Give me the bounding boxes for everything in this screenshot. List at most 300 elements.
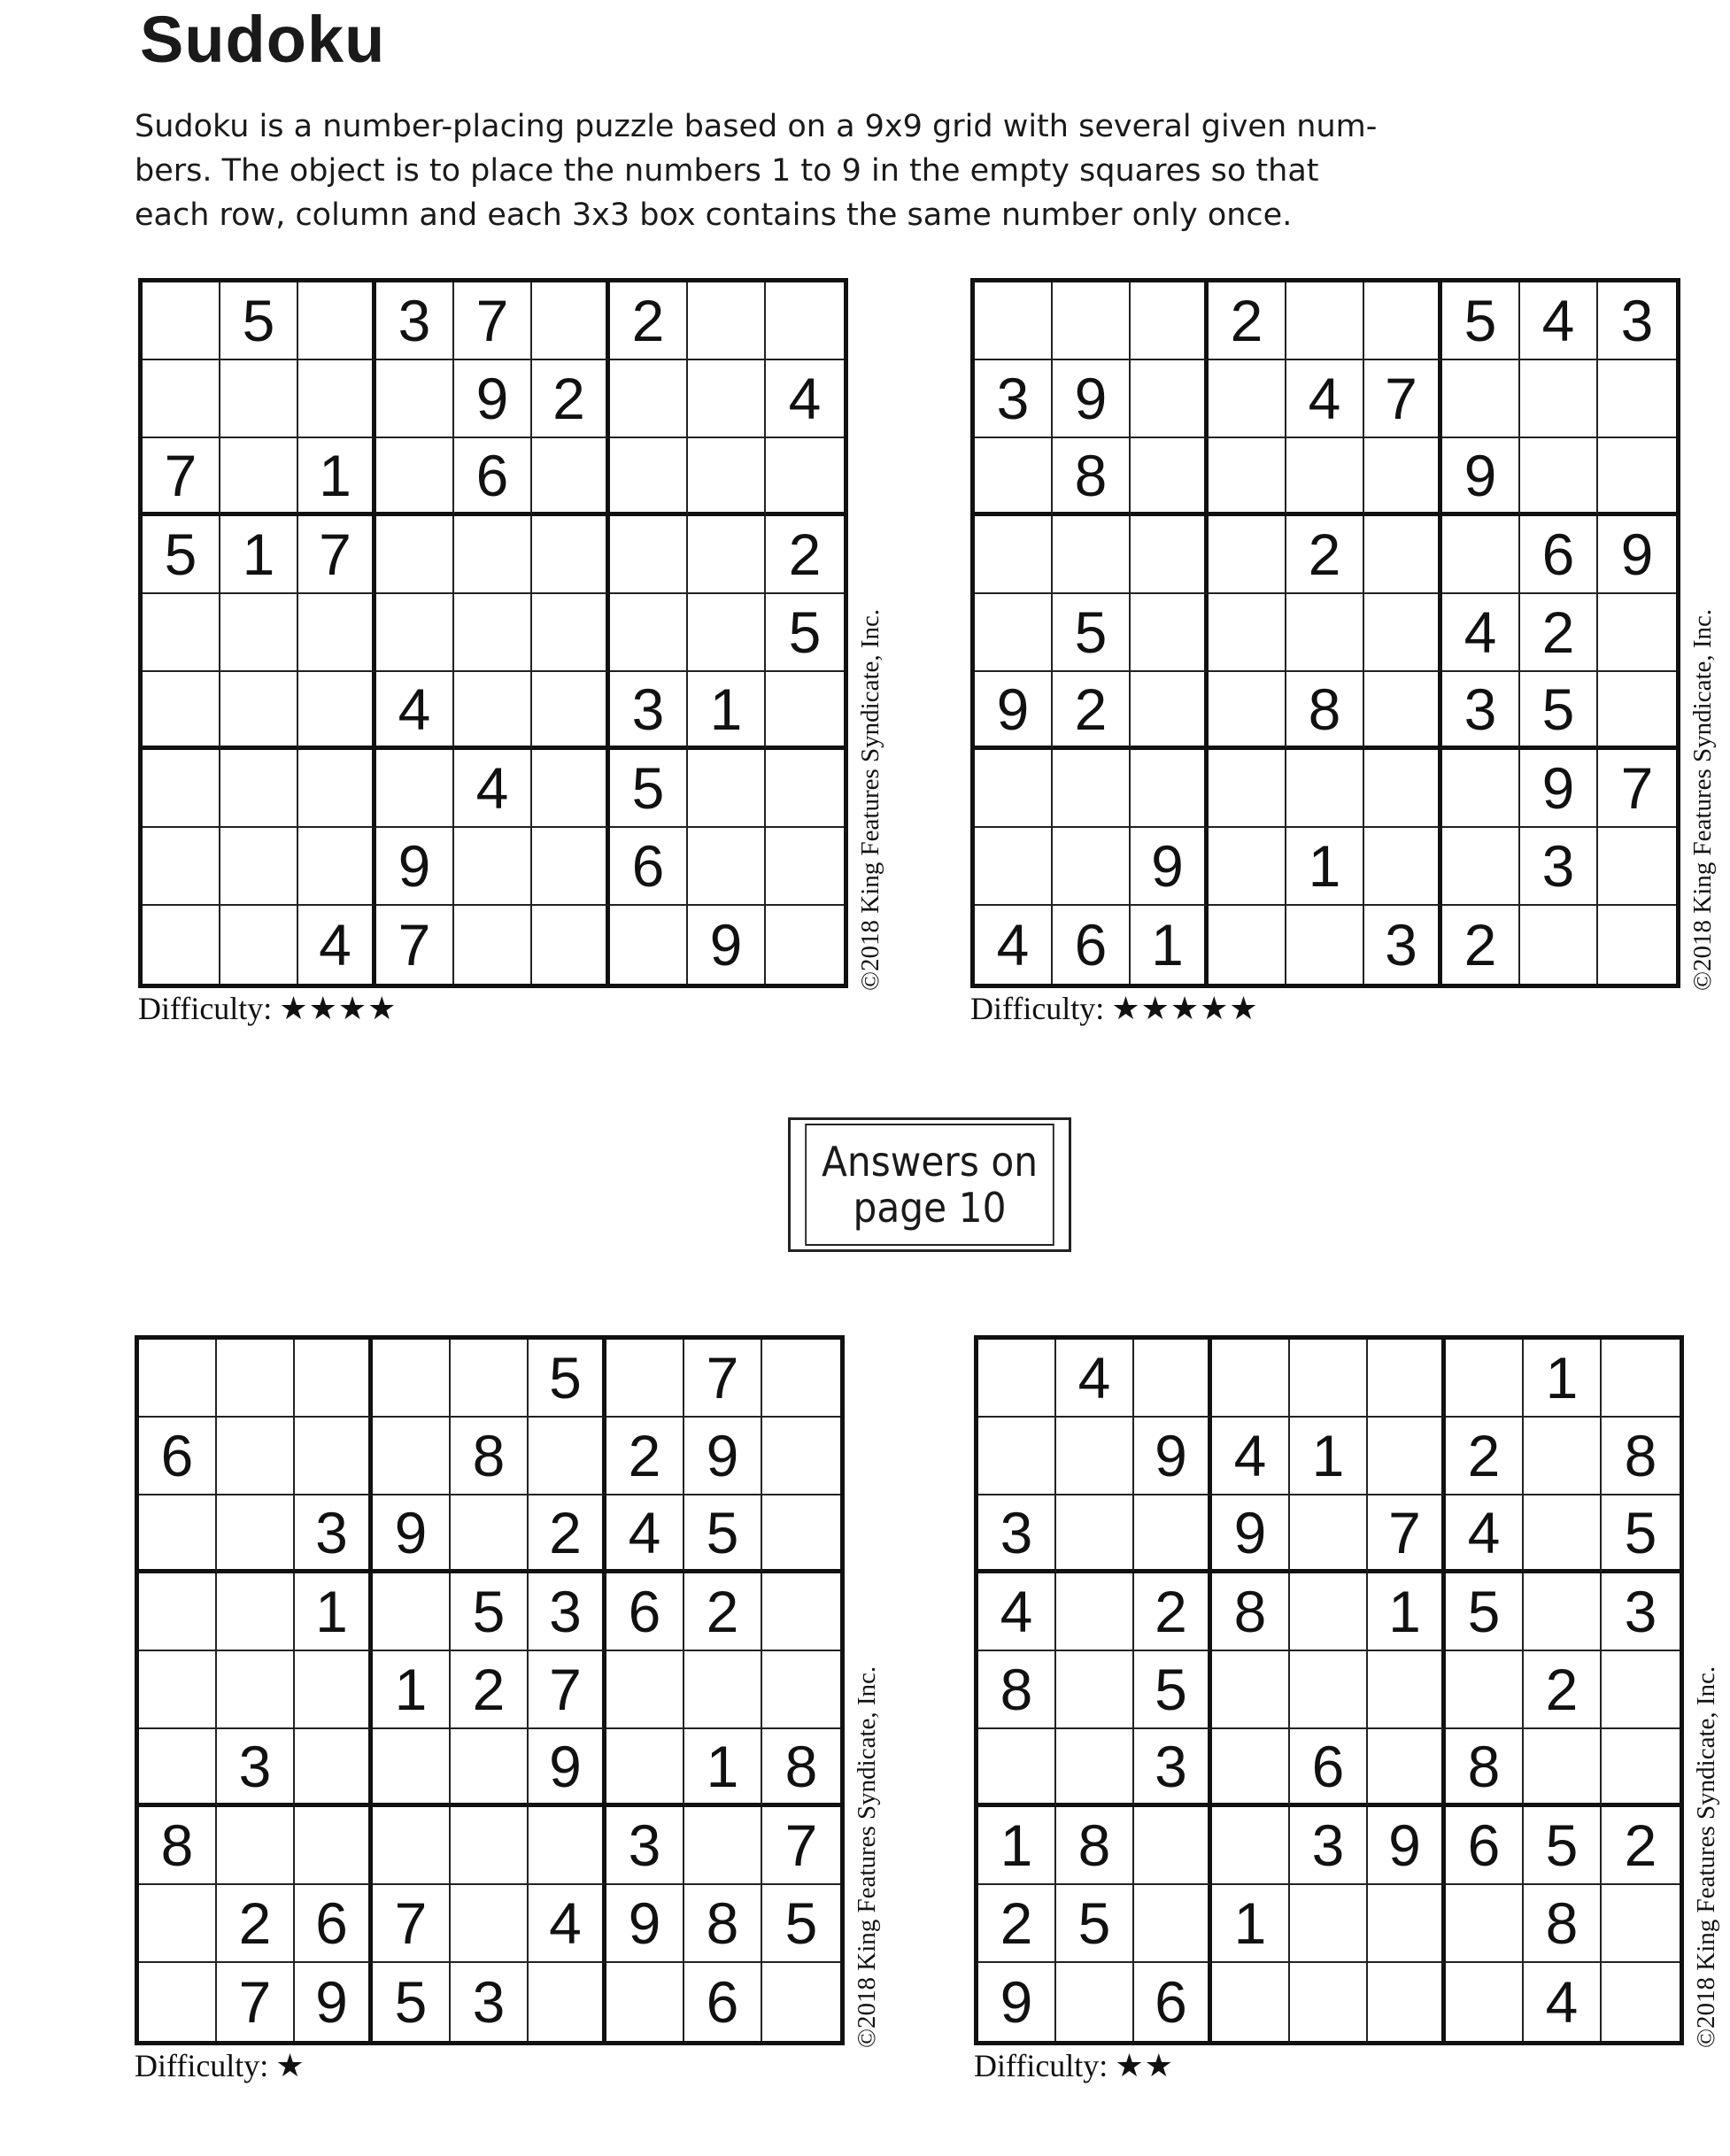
sudoku-cell: 8 — [139, 1807, 217, 1885]
sudoku-cell — [143, 828, 220, 906]
sudoku-cell — [1520, 906, 1598, 984]
sudoku-cell: 3 — [1290, 1807, 1368, 1885]
sudoku-cell: 9 — [1053, 360, 1131, 438]
sudoku-cell: 9 — [454, 360, 532, 438]
sudoku-cell — [1209, 906, 1286, 984]
sudoku-cell — [975, 828, 1053, 906]
sudoku-cell — [451, 1807, 529, 1885]
sudoku-cell — [295, 1340, 373, 1418]
puzzle-1 — [138, 278, 884, 1026]
sudoku-cell — [1290, 1573, 1368, 1651]
sudoku-cell: 6 — [1446, 1807, 1524, 1885]
sudoku-cell — [978, 1340, 1056, 1418]
sudoku-cell: 7 — [454, 282, 532, 360]
sudoku-cell — [1520, 438, 1598, 516]
sudoku-cell: 2 — [1286, 516, 1364, 594]
sudoku-cell: 6 — [1290, 1729, 1368, 1807]
sudoku-cell — [1520, 360, 1598, 438]
sudoku-cell — [532, 594, 610, 672]
sudoku-cell — [975, 594, 1053, 672]
sudoku-cell — [1131, 750, 1209, 828]
sudoku-cell: 4 — [454, 750, 532, 828]
sudoku-cell — [454, 906, 532, 984]
sudoku-cell — [978, 1729, 1056, 1807]
answers-note-line: page 10 — [853, 1184, 1007, 1232]
sudoku-cell — [143, 360, 220, 438]
sudoku-cell: 7 — [298, 516, 376, 594]
sudoku-cell: 5 — [610, 750, 688, 828]
sudoku-cell: 1 — [978, 1807, 1056, 1885]
sudoku-cell: 3 — [295, 1495, 373, 1573]
sudoku-cell — [373, 1418, 451, 1495]
sudoku-cell — [1364, 594, 1442, 672]
sudoku-cell — [1131, 672, 1209, 750]
sudoku-cell — [1364, 828, 1442, 906]
sudoku-cell — [975, 282, 1053, 360]
sudoku-cell — [1134, 1807, 1212, 1885]
puzzle-4 — [974, 1335, 1720, 2083]
difficulty-stars: ★ — [275, 2048, 305, 2083]
sudoku-cell — [451, 1885, 529, 1963]
sudoku-cell: 5 — [1520, 672, 1598, 750]
sudoku-cell — [1524, 1573, 1602, 1651]
sudoku-cell — [766, 750, 844, 828]
difficulty-rating — [974, 2048, 1174, 2083]
sudoku-cell — [217, 1340, 295, 1418]
sudoku-cell — [529, 1963, 606, 2041]
sudoku-cell: 2 — [529, 1495, 606, 1573]
sudoku-cell: 5 — [1524, 1807, 1602, 1885]
sudoku-cell: 5 — [451, 1573, 529, 1651]
sudoku-cell: 9 — [1368, 1807, 1446, 1885]
sudoku-cell: 4 — [766, 360, 844, 438]
difficulty-label: Difficulty: — [974, 2048, 1108, 2083]
sudoku-cell: 8 — [1212, 1573, 1290, 1651]
sudoku-cell — [610, 594, 688, 672]
sudoku-cell — [451, 1495, 529, 1573]
sudoku-cell: 1 — [220, 516, 298, 594]
copyright-notice: ©2018 King Features Syndicate, Inc. — [853, 1665, 881, 2048]
sudoku-cell — [139, 1340, 217, 1418]
sudoku-cell — [1598, 828, 1676, 906]
sudoku-cell — [1131, 594, 1209, 672]
sudoku-cell — [606, 1651, 684, 1729]
sudoku-cell — [376, 594, 454, 672]
sudoku-cell — [532, 282, 610, 360]
sudoku-cell — [529, 1418, 606, 1495]
sudoku-cell: 2 — [217, 1885, 295, 1963]
sudoku-cell — [1446, 1340, 1524, 1418]
sudoku-cell — [220, 672, 298, 750]
sudoku-cell — [762, 1573, 840, 1651]
sudoku-cell: 2 — [451, 1651, 529, 1729]
sudoku-cell: 4 — [1442, 594, 1520, 672]
sudoku-cell — [143, 594, 220, 672]
sudoku-cell: 9 — [978, 1963, 1056, 2041]
sudoku-cell — [143, 672, 220, 750]
sudoku-cell: 9 — [295, 1963, 373, 2041]
sudoku-cell — [1368, 1885, 1446, 1963]
sudoku-cell: 5 — [1602, 1495, 1680, 1573]
sudoku-cell — [1290, 1651, 1368, 1729]
sudoku-cell — [688, 438, 766, 516]
sudoku-cell — [766, 828, 844, 906]
sudoku-cell: 6 — [684, 1963, 762, 2041]
sudoku-cell — [1056, 1651, 1134, 1729]
sudoku-cell: 1 — [1524, 1340, 1602, 1418]
sudoku-cell — [1446, 1885, 1524, 1963]
sudoku-cell: 7 — [529, 1651, 606, 1729]
sudoku-cell — [762, 1963, 840, 2041]
sudoku-cell: 2 — [1520, 594, 1598, 672]
sudoku-grid — [138, 278, 848, 988]
sudoku-cell — [762, 1340, 840, 1418]
sudoku-cell: 4 — [1446, 1495, 1524, 1573]
difficulty-rating — [970, 991, 1259, 1026]
sudoku-cell — [1286, 438, 1364, 516]
sudoku-cell: 3 — [217, 1729, 295, 1807]
copyright-notice: ©2018 King Features Syndicate, Inc. — [1688, 608, 1717, 991]
sudoku-cell — [1131, 438, 1209, 516]
sudoku-cell — [532, 438, 610, 516]
difficulty-rating — [135, 2048, 305, 2083]
copyright-notice: ©2018 King Features Syndicate, Inc. — [856, 608, 884, 991]
sudoku-grid — [974, 1335, 1684, 2045]
sudoku-cell: 2 — [1209, 282, 1286, 360]
sudoku-cell: 4 — [1520, 282, 1598, 360]
sudoku-cell: 9 — [373, 1495, 451, 1573]
sudoku-cell: 4 — [529, 1885, 606, 1963]
sudoku-cell — [139, 1573, 217, 1651]
sudoku-cell — [295, 1807, 373, 1885]
sudoku-cell — [376, 750, 454, 828]
sudoku-cell — [606, 1729, 684, 1807]
sudoku-cell — [688, 828, 766, 906]
sudoku-cell — [978, 1418, 1056, 1495]
sudoku-cell: 6 — [1134, 1963, 1212, 2041]
sudoku-cell — [1442, 828, 1520, 906]
sudoku-cell — [1524, 1495, 1602, 1573]
sudoku-cell — [762, 1418, 840, 1495]
sudoku-cell — [298, 594, 376, 672]
sudoku-cell: 5 — [684, 1495, 762, 1573]
sudoku-cell — [1368, 1963, 1446, 2041]
sudoku-cell — [139, 1885, 217, 1963]
sudoku-cell: 7 — [1368, 1495, 1446, 1573]
sudoku-cell — [1209, 594, 1286, 672]
sudoku-cell — [217, 1573, 295, 1651]
sudoku-cell: 3 — [978, 1495, 1056, 1573]
sudoku-cell: 5 — [1053, 594, 1131, 672]
sudoku-cell — [684, 1807, 762, 1885]
sudoku-cell — [610, 906, 688, 984]
sudoku-cell — [975, 750, 1053, 828]
sudoku-cell: 9 — [1131, 828, 1209, 906]
sudoku-cell — [1053, 282, 1131, 360]
sudoku-cell — [220, 594, 298, 672]
sudoku-cell — [1056, 1963, 1134, 2041]
sudoku-cell: 5 — [373, 1963, 451, 2041]
sudoku-cell: 8 — [1446, 1729, 1524, 1807]
sudoku-cell — [1053, 750, 1131, 828]
sudoku-cell — [373, 1729, 451, 1807]
sudoku-cell: 3 — [606, 1807, 684, 1885]
sudoku-cell — [1053, 516, 1131, 594]
intro-line: Sudoku is a number-placing puzzle based on a 9x9 grid with several given num- — [135, 109, 1378, 144]
intro-text — [135, 104, 1427, 237]
sudoku-cell — [762, 1651, 840, 1729]
sudoku-cell: 3 — [1598, 282, 1676, 360]
sudoku-cell — [606, 1340, 684, 1418]
sudoku-cell — [1131, 516, 1209, 594]
sudoku-cell — [295, 1418, 373, 1495]
sudoku-grid — [135, 1335, 845, 2045]
sudoku-cell — [1212, 1651, 1290, 1729]
sudoku-cell — [1056, 1418, 1134, 1495]
sudoku-cell: 1 — [373, 1651, 451, 1729]
sudoku-cell — [1364, 750, 1442, 828]
sudoku-cell: 7 — [143, 438, 220, 516]
sudoku-cell — [766, 672, 844, 750]
sudoku-cell — [1602, 1340, 1680, 1418]
sudoku-cell: 6 — [610, 828, 688, 906]
sudoku-cell — [529, 1807, 606, 1885]
sudoku-cell — [454, 516, 532, 594]
sudoku-cell: 1 — [295, 1573, 373, 1651]
sudoku-cell — [975, 438, 1053, 516]
sudoku-cell: 2 — [610, 282, 688, 360]
sudoku-cell: 4 — [1524, 1963, 1602, 2041]
sudoku-cell — [610, 438, 688, 516]
sudoku-cell — [688, 594, 766, 672]
sudoku-cell: 6 — [295, 1885, 373, 1963]
sudoku-cell: 1 — [1368, 1573, 1446, 1651]
sudoku-cell — [451, 1729, 529, 1807]
sudoku-cell — [220, 828, 298, 906]
sudoku-cell: 3 — [975, 360, 1053, 438]
sudoku-cell: 8 — [1524, 1885, 1602, 1963]
sudoku-cell: 8 — [1053, 438, 1131, 516]
sudoku-cell — [454, 594, 532, 672]
sudoku-cell — [217, 1418, 295, 1495]
sudoku-cell — [1209, 360, 1286, 438]
sudoku-cell: 4 — [376, 672, 454, 750]
difficulty-label: Difficulty: — [970, 991, 1105, 1026]
sudoku-cell — [1056, 1495, 1134, 1573]
sudoku-cell — [1442, 516, 1520, 594]
sudoku-cell: 4 — [1056, 1340, 1134, 1418]
sudoku-cell — [139, 1651, 217, 1729]
sudoku-cell — [1442, 750, 1520, 828]
page-title: Sudoku — [140, 3, 386, 76]
sudoku-cell — [762, 1495, 840, 1573]
sudoku-cell — [1364, 516, 1442, 594]
sudoku-cell — [1598, 594, 1676, 672]
sudoku-cell — [532, 750, 610, 828]
sudoku-cell — [1442, 360, 1520, 438]
sudoku-cell: 1 — [1131, 906, 1209, 984]
sudoku-cell — [1524, 1729, 1602, 1807]
sudoku-cell: 9 — [1134, 1418, 1212, 1495]
sudoku-cell — [1290, 1495, 1368, 1573]
sudoku-cell — [295, 1651, 373, 1729]
sudoku-cell: 7 — [373, 1885, 451, 1963]
sudoku-cell — [143, 750, 220, 828]
sudoku-cell: 8 — [1286, 672, 1364, 750]
sudoku-cell — [1212, 1807, 1290, 1885]
sudoku-cell — [139, 1963, 217, 2041]
sudoku-cell — [1446, 1651, 1524, 1729]
sudoku-cell — [1209, 516, 1286, 594]
sudoku-cell — [1286, 282, 1364, 360]
sudoku-cell — [766, 906, 844, 984]
sudoku-cell: 6 — [1053, 906, 1131, 984]
difficulty-stars: ★★★★★ — [1111, 991, 1259, 1026]
sudoku-cell: 2 — [606, 1418, 684, 1495]
sudoku-cell: 9 — [684, 1418, 762, 1495]
sudoku-cell — [217, 1807, 295, 1885]
sudoku-cell — [1286, 750, 1364, 828]
sudoku-cell — [1524, 1418, 1602, 1495]
sudoku-cell: 7 — [1364, 360, 1442, 438]
sudoku-cell — [217, 1651, 295, 1729]
sudoku-cell: 6 — [454, 438, 532, 516]
sudoku-cell: 6 — [1520, 516, 1598, 594]
difficulty-rating — [138, 991, 397, 1026]
copyright-notice: ©2018 King Features Syndicate, Inc. — [1692, 1665, 1720, 2048]
sudoku-cell — [975, 516, 1053, 594]
sudoku-cell — [143, 906, 220, 984]
sudoku-cell — [376, 438, 454, 516]
sudoku-cell — [143, 282, 220, 360]
difficulty-label: Difficulty: — [138, 991, 273, 1026]
sudoku-cell — [1598, 360, 1676, 438]
sudoku-grid — [970, 278, 1680, 988]
sudoku-cell — [376, 360, 454, 438]
sudoku-cell — [220, 438, 298, 516]
sudoku-cell — [295, 1729, 373, 1807]
sudoku-cell: 9 — [688, 906, 766, 984]
sudoku-cell — [1446, 1963, 1524, 2041]
sudoku-cell — [688, 516, 766, 594]
sudoku-cell — [532, 516, 610, 594]
sudoku-cell — [454, 672, 532, 750]
sudoku-cell — [688, 282, 766, 360]
sudoku-cell: 1 — [1286, 828, 1364, 906]
sudoku-cell: 5 — [1442, 282, 1520, 360]
sudoku-cell: 2 — [1524, 1651, 1602, 1729]
sudoku-cell — [1290, 1885, 1368, 1963]
sudoku-cell: 2 — [1442, 906, 1520, 984]
sudoku-cell — [298, 282, 376, 360]
sudoku-cell: 3 — [1602, 1573, 1680, 1651]
sudoku-cell — [1209, 672, 1286, 750]
sudoku-cell: 2 — [766, 516, 844, 594]
sudoku-cell — [373, 1573, 451, 1651]
sudoku-cell — [1286, 594, 1364, 672]
sudoku-cell — [139, 1729, 217, 1807]
sudoku-cell: 5 — [1134, 1651, 1212, 1729]
difficulty-label: Difficulty: — [135, 2048, 269, 2083]
sudoku-cell — [1368, 1651, 1446, 1729]
sudoku-cell: 5 — [1446, 1573, 1524, 1651]
sudoku-cell: 1 — [1290, 1418, 1368, 1495]
sudoku-cell: 9 — [1212, 1495, 1290, 1573]
answers-note-box — [788, 1117, 1071, 1252]
sudoku-cell — [1598, 672, 1676, 750]
sudoku-cell: 9 — [376, 828, 454, 906]
sudoku-cell: 8 — [1056, 1807, 1134, 1885]
sudoku-cell: 9 — [1442, 438, 1520, 516]
sudoku-cell: 7 — [217, 1963, 295, 2041]
sudoku-cell: 2 — [684, 1573, 762, 1651]
difficulty-stars: ★★ — [1115, 2048, 1174, 2083]
sudoku-cell: 1 — [298, 438, 376, 516]
sudoku-cell: 3 — [610, 672, 688, 750]
sudoku-cell — [1056, 1573, 1134, 1651]
sudoku-cell — [1212, 1340, 1290, 1418]
sudoku-cell: 3 — [1364, 906, 1442, 984]
sudoku-cell — [688, 750, 766, 828]
sudoku-cell — [1134, 1885, 1212, 1963]
sudoku-cell: 4 — [975, 906, 1053, 984]
sudoku-cell — [373, 1340, 451, 1418]
sudoku-cell — [766, 438, 844, 516]
sudoku-cell — [1209, 828, 1286, 906]
sudoku-cell: 5 — [220, 282, 298, 360]
sudoku-cell: 9 — [1598, 516, 1676, 594]
sudoku-cell — [1364, 282, 1442, 360]
sudoku-cell — [1290, 1340, 1368, 1418]
sudoku-cell — [1368, 1729, 1446, 1807]
sudoku-cell — [217, 1495, 295, 1573]
sudoku-cell — [1602, 1963, 1680, 2041]
sudoku-cell: 3 — [451, 1963, 529, 2041]
sudoku-cell: 4 — [298, 906, 376, 984]
sudoku-cell — [1056, 1729, 1134, 1807]
sudoku-cell: 4 — [606, 1495, 684, 1573]
sudoku-cell — [298, 750, 376, 828]
sudoku-cell — [1131, 360, 1209, 438]
sudoku-cell — [373, 1807, 451, 1885]
sudoku-cell — [684, 1651, 762, 1729]
sudoku-cell: 7 — [762, 1807, 840, 1885]
sudoku-cell — [1602, 1651, 1680, 1729]
sudoku-cell — [220, 750, 298, 828]
sudoku-cell: 7 — [376, 906, 454, 984]
sudoku-cell — [1286, 906, 1364, 984]
sudoku-cell: 6 — [139, 1418, 217, 1495]
sudoku-cell: 5 — [143, 516, 220, 594]
sudoku-cell — [1209, 438, 1286, 516]
sudoku-cell — [1598, 906, 1676, 984]
sudoku-cell — [610, 516, 688, 594]
sudoku-cell — [1134, 1495, 1212, 1573]
sudoku-cell: 3 — [1520, 828, 1598, 906]
sudoku-cell — [220, 360, 298, 438]
sudoku-cell: 7 — [684, 1340, 762, 1418]
difficulty-stars: ★★★★ — [279, 991, 398, 1026]
sudoku-cell: 9 — [529, 1729, 606, 1807]
sudoku-cell: 3 — [1442, 672, 1520, 750]
sudoku-cell: 1 — [1212, 1885, 1290, 1963]
sudoku-cell: 1 — [684, 1729, 762, 1807]
sudoku-cell — [1602, 1729, 1680, 1807]
sudoku-cell — [376, 516, 454, 594]
sudoku-cell — [606, 1963, 684, 2041]
puzzle-2 — [970, 278, 1717, 1026]
sudoku-cell: 4 — [978, 1573, 1056, 1651]
